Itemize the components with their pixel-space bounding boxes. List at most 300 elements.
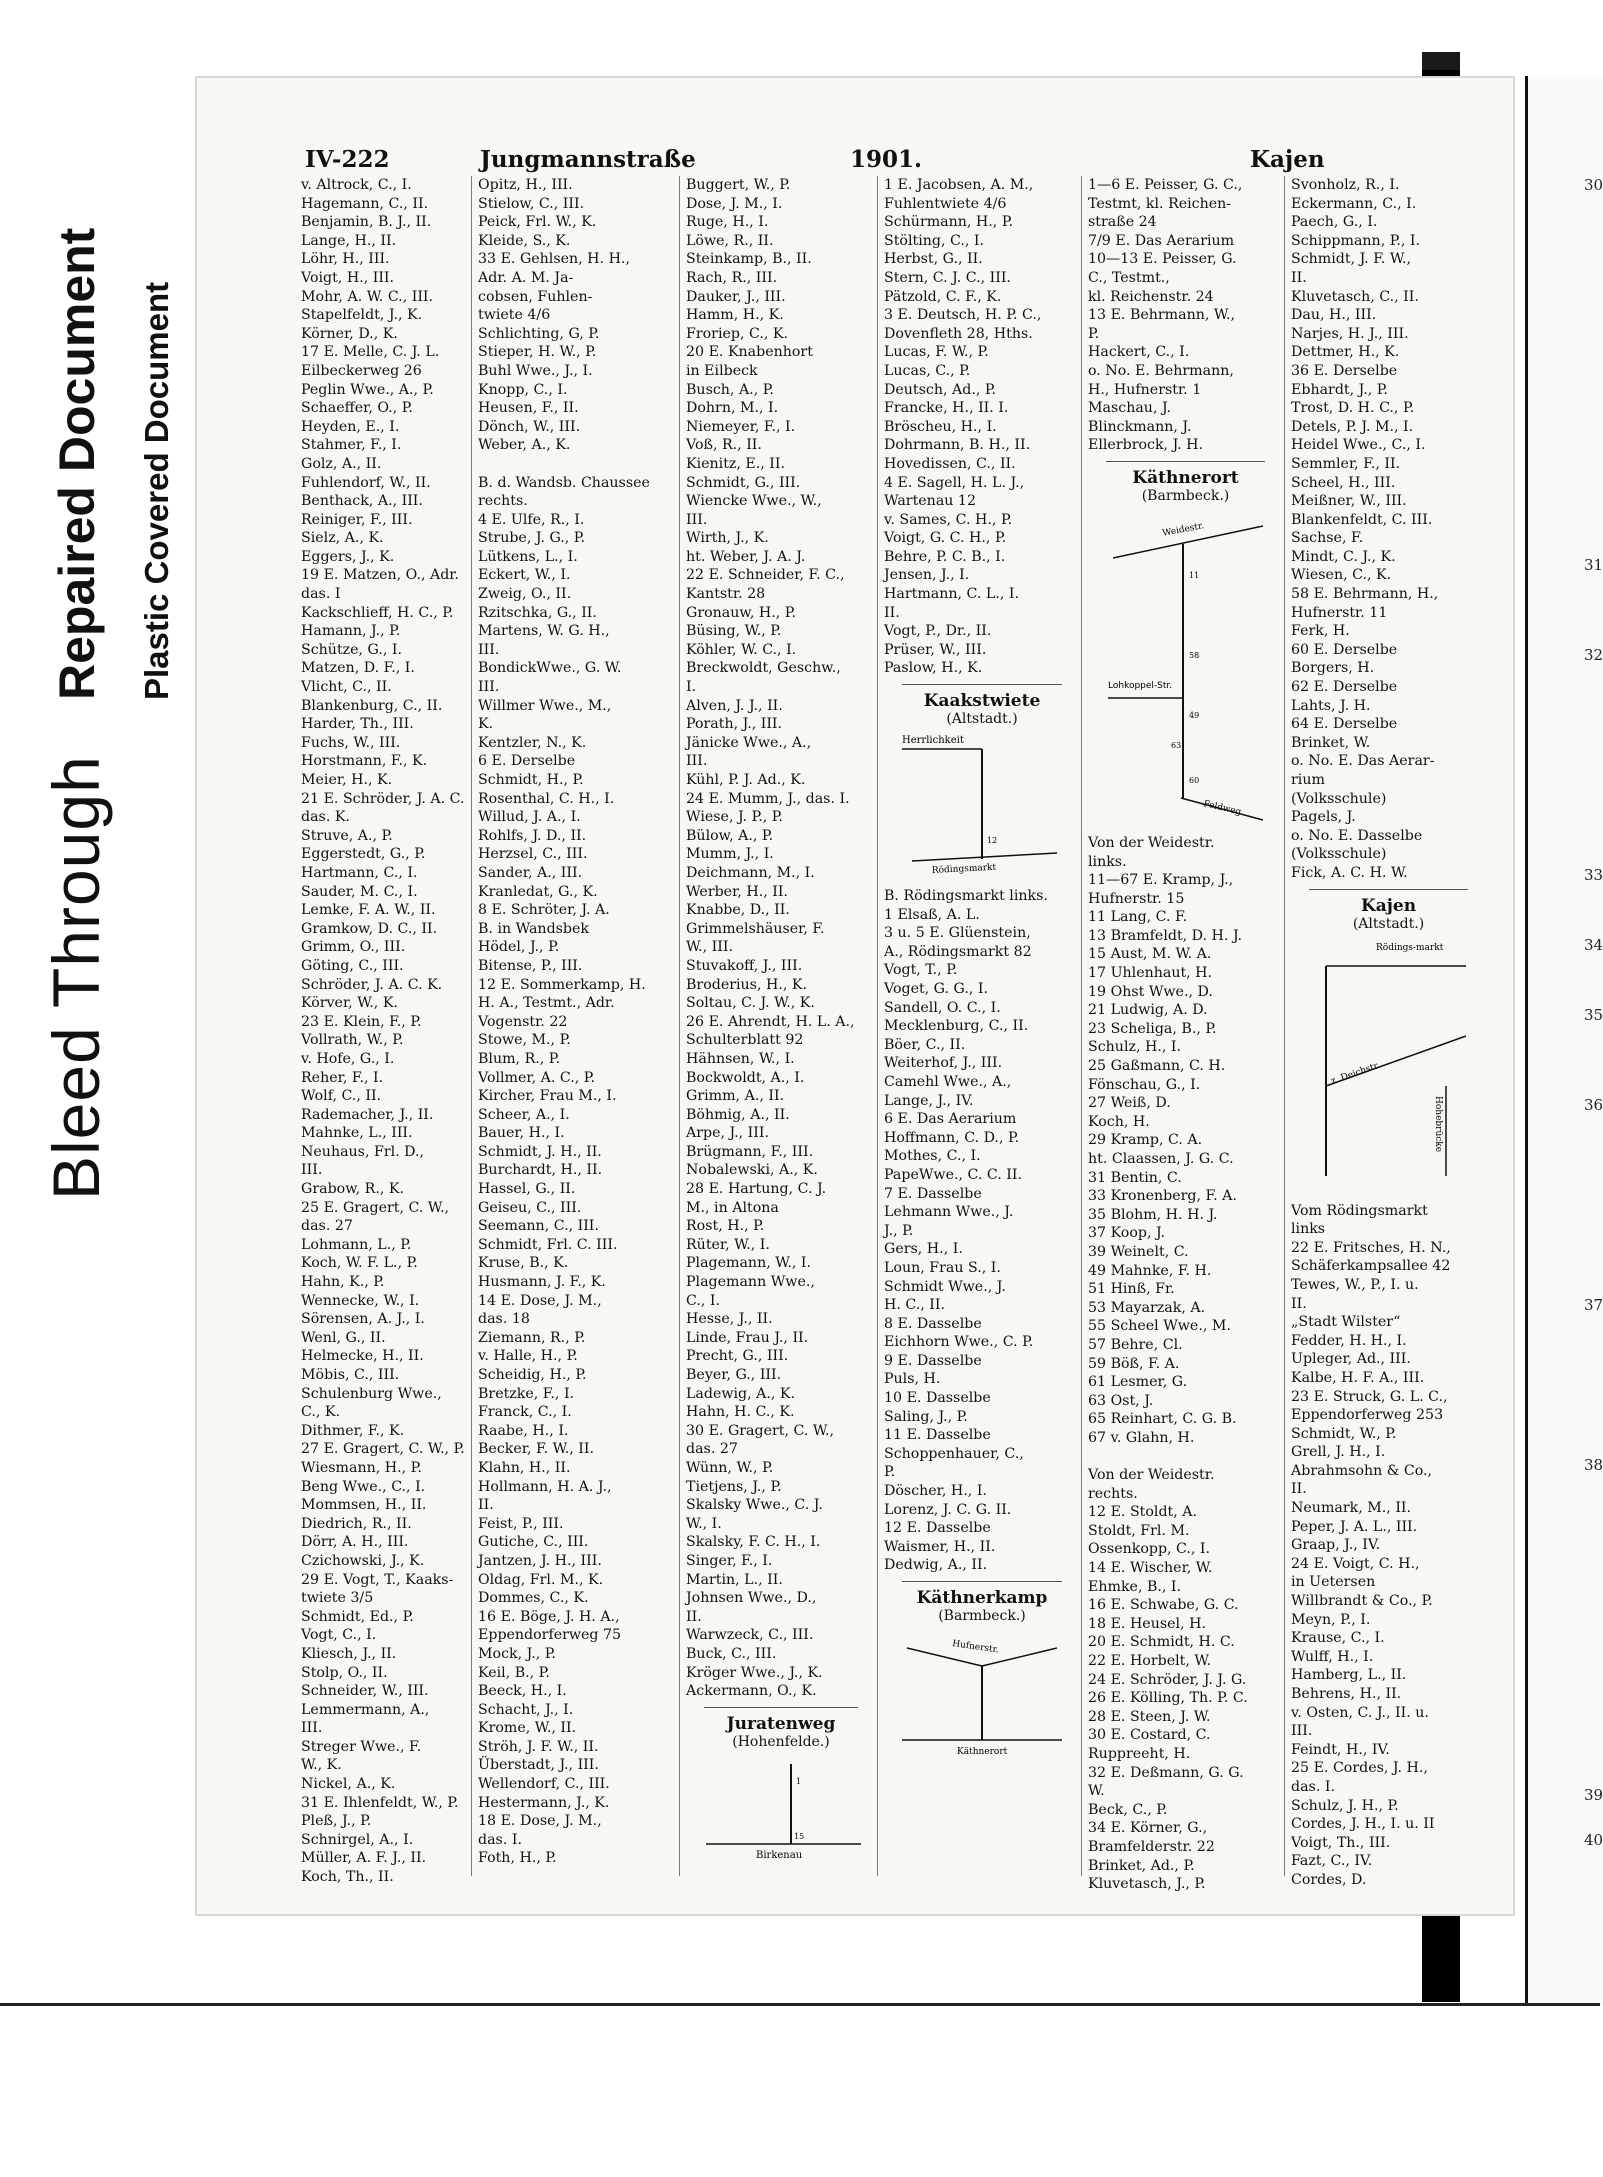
- kaethnerort-street-map: [1093, 508, 1278, 828]
- directory-entry: das. I: [301, 586, 341, 603]
- directory-entry: 32 E. Deßmann, G. G.: [1088, 1764, 1244, 1781]
- directory-entry: Wartenau 12: [884, 493, 976, 510]
- directory-entry: Golz, A., II.: [301, 455, 382, 472]
- page-header: [305, 146, 1435, 180]
- directory-entry: 9 E. Dasselbe: [884, 1352, 982, 1369]
- directory-entry: 12 E. Dasselbe: [884, 1520, 991, 1537]
- directory-entry: 24 E. Voigt, C. H.,: [1291, 1555, 1420, 1572]
- directory-entry: in Uetersen: [1291, 1574, 1376, 1591]
- directory-entry: Soltau, C. J. W., K.: [686, 995, 815, 1012]
- directory-entry: Bockwoldt, A., I.: [686, 1069, 805, 1086]
- directory-entry: Geiseu, C., III.: [478, 1199, 582, 1216]
- directory-entry: ht. Claassen, J. G. C.: [1088, 1151, 1234, 1167]
- directory-entry: Blankenburg, C., II.: [301, 697, 443, 714]
- directory-entry: 61 Lesmer, G.: [1088, 1374, 1188, 1391]
- directory-entry: Voß, R., II.: [686, 437, 762, 454]
- directory-entry: Vogt, P., Dr., II.: [884, 623, 992, 640]
- directory-entry: 18 E. Heusel, H.: [1088, 1615, 1206, 1632]
- directory-entry: Mothes, C., I.: [884, 1148, 981, 1165]
- svg-text:63: 63: [1171, 740, 1182, 750]
- juratenweg-street-map: [696, 1754, 866, 1864]
- directory-entry: Schlichting, G, P.: [478, 325, 600, 342]
- directory-entry: Grabow, R., K.: [301, 1181, 404, 1198]
- directory-entry: Fedder, H. H., I.: [1291, 1332, 1407, 1349]
- directory-entry: Fick, A. C. H. W.: [1291, 864, 1408, 881]
- directory-entry: Niemeyer, F., I.: [686, 418, 796, 435]
- directory-entry: Peick, Frl. W., K.: [478, 214, 597, 231]
- directory-entry: Willmer Wwe., M.,: [478, 697, 612, 714]
- directory-entry: II.: [1291, 269, 1307, 286]
- map-label-birkenau: Birkenau: [756, 1849, 803, 1861]
- directory-entry: Wirth, J., K.: [686, 530, 769, 547]
- map-label-kaethnerort: Käthnerort: [957, 1747, 1008, 1757]
- directory-entry: Franck, C., I.: [478, 1404, 572, 1421]
- directory-entry: Krause, C., I.: [1291, 1630, 1385, 1647]
- directory-entry: Alven, J. J., II.: [686, 697, 783, 714]
- directory-entry: Hartmann, C., I.: [301, 864, 418, 881]
- directory-entry: Kluvetasch, J., P.: [1088, 1876, 1206, 1893]
- directory-entry: 24 E. Schröder, J. J. G.: [1088, 1671, 1247, 1688]
- directory-entry: Ellerbrock, J. H.: [1088, 437, 1204, 454]
- directory-entry: Stern, C. J. C., III.: [884, 269, 1011, 286]
- directory-entry: Hahn, K., P.: [301, 1274, 385, 1291]
- directory-entry: Wulff, H., I.: [1291, 1648, 1374, 1665]
- directory-entry: Kleide, S., K.: [478, 232, 571, 249]
- directory-entry: Schulenburg Wwe.,: [301, 1385, 442, 1402]
- directory-entry: Dörr, A. H., III.: [301, 1534, 409, 1551]
- directory-entry: Schulz, J. H., P.: [1291, 1797, 1399, 1814]
- svg-text:1: 1: [796, 1776, 802, 1786]
- directory-entry: Dettmer, H., K.: [1291, 344, 1400, 361]
- directory-entry: III.: [301, 1162, 323, 1179]
- directory-entry: 3 u. 5 E. Glüenstein,: [884, 925, 1031, 942]
- directory-entry: Pleß, J., P.: [301, 1813, 372, 1830]
- directory-entry: Möbis, C., III.: [301, 1367, 400, 1383]
- directory-entry: Mecklenburg, C., II.: [884, 1018, 1029, 1035]
- directory-entry: Eggers, J., K.: [301, 548, 395, 565]
- directory-entry: 17 E. Melle, C. J. L.: [301, 344, 440, 361]
- directory-entry: Brinket, Ad., P.: [1088, 1857, 1195, 1874]
- directory-entry: Grell, J. H., I.: [1291, 1444, 1386, 1461]
- directory-entry: W., K.: [301, 1757, 342, 1774]
- directory-entry: Vogt, T., P.: [884, 962, 958, 979]
- directory-entry: Streger Wwe., F.: [301, 1738, 422, 1755]
- directory-entry: Löwe, R., II.: [686, 232, 774, 249]
- directory-entry: Cordes, D.: [1291, 1871, 1367, 1888]
- directory-entry: 53 Mayarzak, A.: [1088, 1299, 1206, 1316]
- directory-entry: Hartmann, C. L., I.: [884, 586, 1019, 603]
- directory-entry: Sander, A., III.: [478, 864, 583, 881]
- directory-entry: Mahnke, L., III.: [301, 1125, 413, 1142]
- directory-entry: Harder, Th., III.: [301, 716, 414, 733]
- directory-entry: v. Halle, H., P.: [478, 1348, 578, 1365]
- directory-entry: Hackert, C., I.: [1088, 344, 1190, 361]
- directory-entry: Bröscheu, H., I.: [884, 418, 997, 435]
- directory-entry: 16 E. Böge, J. H. A.,: [478, 1608, 620, 1625]
- directory-entry: Jänicke Wwe., A.,: [686, 734, 812, 751]
- directory-entry: Plagemann Wwe.,: [686, 1274, 815, 1291]
- directory-entry: Hufnerstr. 15: [1088, 890, 1185, 907]
- scan-edge-line: [0, 2003, 1600, 2006]
- directory-entry: Koch, Th., II.: [301, 1869, 394, 1886]
- directory-entry: Waismer, H., II.: [884, 1538, 996, 1555]
- directory-entry: Kliesch, J., II.: [301, 1645, 397, 1662]
- map-label-lohkoppel: Lohkoppel-Str.: [1108, 680, 1173, 691]
- directory-entry: Czichowski, J., K.: [301, 1552, 425, 1569]
- directory-entry: Schmidt, W., P.: [1291, 1425, 1397, 1442]
- section-title-kaakstwiete: Kaakstwiete: [923, 691, 1041, 712]
- directory-entry: 26 E. Kölling, Th. P. C.: [1088, 1690, 1248, 1707]
- section-title-kaethnerort: Käthnerort: [1132, 467, 1239, 488]
- section-sub-juratenweg: (Hohenfelde.): [732, 1733, 830, 1750]
- column-1: [301, 176, 466, 1886]
- directory-entry: Gramkow, D. C., II.: [301, 920, 438, 937]
- directory-entry: Meier, H., K.: [301, 772, 393, 788]
- directory-entry: 60 E. Derselbe: [1291, 641, 1398, 658]
- directory-entry: Brinket, W.: [1291, 734, 1371, 751]
- directory-entry: C., I.: [686, 1292, 720, 1309]
- directory-entry: das. 27: [301, 1218, 353, 1235]
- directory-entry: 10 E. Dasselbe: [884, 1390, 991, 1407]
- directory-entry: v. Altrock, C., I.: [301, 177, 412, 193]
- directory-entry: 1—6 E. Peisser, G. C.,: [1088, 177, 1243, 193]
- directory-entry: 19 Ohst Wwe., D.: [1088, 983, 1213, 1000]
- directory-entry: 59 Böß, F. A.: [1088, 1355, 1180, 1372]
- directory-entry: Semmler, F., II.: [1291, 455, 1401, 472]
- directory-entry: Wünn, W., P.: [686, 1459, 774, 1476]
- directory-entry: Schmidt, G., III.: [686, 474, 801, 491]
- directory-entry: 25 E. Gragert, C. W.,: [301, 1199, 449, 1216]
- directory-entry: Singer, F., I.: [686, 1552, 773, 1569]
- directory-entry: Burchardt, H., II.: [478, 1162, 603, 1179]
- directory-entry: Rüter, W., I.: [686, 1236, 770, 1253]
- directory-entry: Kentzler, N., K.: [478, 734, 587, 751]
- directory-entry: Von der Weidestr.: [1088, 1467, 1215, 1484]
- directory-entry: Voigt, H., III.: [301, 269, 395, 286]
- directory-entry: 30 E. Costard, C.: [1088, 1727, 1211, 1744]
- directory-entry: Von der Weidestr.: [1088, 834, 1215, 851]
- directory-entry: Hollmann, H. A. J.,: [478, 1478, 612, 1495]
- directory-entry: Hamberg, L., II.: [1291, 1667, 1407, 1684]
- directory-entry: Wiese, J. P., P.: [686, 809, 783, 826]
- directory-entry: Scheer, A., I.: [478, 1106, 570, 1123]
- directory-entry: C., K.: [301, 1404, 340, 1421]
- directory-entry: Zweig, O., II.: [478, 586, 572, 603]
- directory-entry: 16 E. Schwabe, G. C.: [1088, 1597, 1239, 1614]
- directory-entry: Eppendorferweg 75: [478, 1627, 622, 1644]
- directory-entry: Schröder, J. A. C. K.: [301, 976, 443, 993]
- directory-entry: Lucas, F. W., P.: [884, 344, 989, 361]
- directory-entry: Koch, W. F. L., P.: [301, 1255, 418, 1272]
- directory-entry: Schulz, H., I.: [1088, 1039, 1181, 1056]
- directory-entry: 1 Elsaß, A. L.: [884, 906, 980, 923]
- directory-entry: Skalsky, F. C. H., I.: [686, 1534, 821, 1551]
- directory-entry: 28 E. Steen, J. W.: [1088, 1708, 1211, 1725]
- directory-entry: Seemann, C., III.: [478, 1218, 599, 1235]
- directory-entry: III.: [478, 679, 500, 696]
- directory-entry: 25 Gaßmann, C. H.: [1088, 1058, 1226, 1075]
- directory-entry: 55 Scheel Wwe., M.: [1088, 1318, 1231, 1335]
- directory-entry: Willbrandt & Co., P.: [1291, 1593, 1433, 1610]
- directory-entry: 17 Uhlenhaut, H.: [1088, 965, 1213, 982]
- directory-entry: P.: [1088, 325, 1100, 342]
- directory-entry: Schmidt Wwe., J.: [884, 1278, 1006, 1295]
- directory-entry: Pätzold, C. F., K.: [884, 288, 1002, 305]
- directory-entry: Mommsen, H., II.: [301, 1497, 427, 1514]
- directory-entry: Eckert, W., I.: [478, 567, 571, 584]
- directory-entry: 20 E. Schmidt, H. C.: [1088, 1634, 1235, 1651]
- directory-entry: Köhler, W. C., I.: [686, 641, 797, 658]
- directory-entry: Knabbe, D., II.: [686, 902, 790, 919]
- directory-entry: Sielz, A., K.: [301, 530, 384, 547]
- directory-entry: Körver, W., K.: [301, 995, 398, 1012]
- directory-entry: BondickWwe., G. W.: [478, 660, 622, 677]
- directory-entry: Schaeffer, O., P.: [301, 400, 413, 417]
- directory-entry: Kröger Wwe., J., K.: [686, 1664, 823, 1681]
- directory-entry: Stowe, M., P.: [478, 1032, 571, 1049]
- directory-entry: Deutsch, Ad., P.: [884, 381, 997, 398]
- directory-entry: 33 Kronenberg, F. A.: [1088, 1188, 1237, 1205]
- directory-entry: Hamm, H., K.: [686, 307, 784, 324]
- directory-entry: „Stadt Wilster“: [1291, 1314, 1401, 1331]
- directory-entry: Schneider, W., III.: [301, 1683, 429, 1700]
- directory-entry: 24 E. Mumm, J., das. I.: [686, 790, 850, 807]
- year-heading: 1901.: [850, 146, 923, 173]
- directory-entry: 34 E. Körner, G.,: [1088, 1820, 1208, 1837]
- directory-entry: 13 E. Behrmann, W.,: [1088, 307, 1236, 324]
- directory-entry: 10—13 E. Peisser, G.: [1088, 251, 1237, 268]
- directory-entry: Behre, P. C. B., I.: [884, 548, 1006, 565]
- directory-entry: Ackermann, O., K.: [686, 1683, 817, 1700]
- directory-entry: Benthack, A., III.: [301, 493, 423, 510]
- directory-entry: 63 Ost, J.: [1088, 1392, 1154, 1409]
- directory-entry: 14 E. Wischer, W.: [1088, 1560, 1213, 1577]
- directory-entry: II.: [1291, 1481, 1307, 1498]
- directory-entry: Stahmer, F., I.: [301, 437, 402, 454]
- directory-entry: Bramfelderstr. 22: [1088, 1838, 1215, 1855]
- directory-entry: Stolp, O., II.: [301, 1664, 388, 1681]
- directory-entry: Hagemann, C., II.: [301, 195, 429, 212]
- directory-entry: P.: [884, 1464, 896, 1481]
- directory-entry: 4 E. Ulfe, R., I.: [478, 511, 585, 528]
- directory-entry: Paslow, H., K.: [884, 660, 983, 677]
- directory-entry: Broderius, H., K.: [686, 976, 807, 993]
- directory-entry: Meißner, W., III.: [1291, 493, 1407, 510]
- directory-entry: Böhmig, A., II.: [686, 1106, 790, 1123]
- directory-entry: Wennecke, W., I.: [301, 1292, 420, 1309]
- directory-entry: (Volksschule): [1291, 846, 1387, 863]
- directory-entry: Stölting, C., I.: [884, 232, 984, 249]
- directory-entry: Stapelfeldt, J., K.: [301, 307, 423, 324]
- directory-entry: 27 E. Gragert, C. W., P.: [301, 1441, 465, 1458]
- directory-entry: Oldag, Frl. M., K.: [478, 1571, 604, 1588]
- directory-entry: Stuvakoff, J., III.: [686, 957, 803, 974]
- column-4: [877, 176, 1080, 1876]
- directory-entry: Beng Wwe., C., I.: [301, 1478, 426, 1495]
- directory-entry: Borgers, H.: [1291, 660, 1375, 677]
- directory-entry: Wiesen, C., K.: [1291, 567, 1392, 584]
- directory-entry: Camehl Wwe., A.,: [884, 1073, 1012, 1090]
- directory-entry: Schütze, G., I.: [301, 641, 403, 658]
- map-label-hohebruecke: Hohebrücke: [1433, 1095, 1443, 1152]
- map-label-deichstr: z. Deichstr.: [1329, 1060, 1382, 1087]
- directory-entry: Kackschlieff, H. C., P.: [301, 604, 454, 621]
- directory-entry: Rach, R., III.: [686, 269, 778, 286]
- directory-entry: 65 Reinhart, C. G. B.: [1088, 1411, 1237, 1428]
- directory-entry: Hassel, G., II.: [478, 1181, 576, 1198]
- directory-entry: Loun, Frau S., I.: [884, 1259, 1001, 1276]
- directory-entry: Wenl, G., II.: [301, 1329, 386, 1346]
- plastic-covered-document-label: Plastic Covered Document: [138, 281, 175, 700]
- directory-entry: Voigt, Th., III.: [1291, 1834, 1391, 1851]
- directory-entry: Mock, J., P.: [478, 1645, 556, 1662]
- directory-entry: Krome, W., II.: [478, 1720, 577, 1737]
- directory-entry: twiete 4/6: [478, 307, 551, 324]
- directory-entry: straße 24: [1088, 214, 1157, 231]
- directory-entry: Dönch, W., III.: [478, 418, 581, 435]
- directory-entry: Becker, F. W., II.: [478, 1441, 595, 1458]
- directory-entry: twiete 3/5: [301, 1590, 374, 1607]
- directory-entry: Hamann, J., P.: [301, 623, 401, 640]
- directory-entry: Kruse, B., K.: [478, 1255, 569, 1272]
- directory-page: [195, 76, 1515, 1916]
- kajen-street-map: [1296, 936, 1481, 1196]
- directory-entry: Dohrmann, B. H., II.: [884, 437, 1031, 454]
- directory-entry: das. I.: [478, 1831, 522, 1848]
- directory-entry: Koch, H.: [1088, 1113, 1150, 1130]
- svg-text:11: 11: [1189, 570, 1200, 580]
- directory-entry: Dohrn, M., I.: [686, 400, 779, 417]
- directory-entry: Testmt, kl. Reichen-: [1088, 195, 1232, 212]
- directory-entry: Pagels, J.: [1291, 809, 1356, 826]
- directory-entry: Fazt, C., IV.: [1291, 1853, 1373, 1870]
- directory-entry: Feist, P., III.: [478, 1515, 564, 1532]
- directory-entry: Hähnsen, W., I.: [686, 1050, 795, 1067]
- directory-entry: Hesse, J., II.: [686, 1311, 773, 1328]
- directory-entry: 12 E. Stoldt, A.: [1088, 1504, 1197, 1521]
- directory-entry: Skalsky Wwe., C. J.: [686, 1497, 823, 1514]
- directory-entry: A., Rödingsmarkt 82: [884, 943, 1032, 960]
- directory-entry: 58 E. Behrmann, H.,: [1291, 586, 1439, 603]
- directory-entry: rium: [1291, 772, 1325, 788]
- directory-entry: Arpe, J., III.: [686, 1125, 769, 1142]
- directory-entry: Lucas, C., P.: [884, 362, 971, 379]
- directory-entry: Mindt, C. J., K.: [1291, 548, 1396, 565]
- kaakstwiete-street-map: [892, 731, 1072, 881]
- directory-entry: Beck, C., P.: [1088, 1801, 1168, 1818]
- directory-entry: Neumark, M., II.: [1291, 1500, 1412, 1517]
- directory-entry: Voget, G. G., I.: [884, 981, 989, 997]
- directory-entry: ht. Weber, J. A. J.: [686, 548, 806, 565]
- directory-entry: Peglin Wwe., A., P.: [301, 381, 434, 398]
- directory-entry: 30 E. Gragert, C. W.,: [686, 1422, 834, 1439]
- directory-entry: Fönschau, G., I.: [1088, 1076, 1201, 1093]
- directory-entry: W., III.: [686, 939, 733, 956]
- column-5: [1081, 176, 1283, 1893]
- directory-entry: Stoldt, Frl. M.: [1088, 1522, 1190, 1539]
- directory-entry: Reher, F., I.: [301, 1069, 384, 1086]
- directory-entry: Martin, L., II.: [686, 1571, 783, 1588]
- directory-entry: 22 E. Schneider, F. C.,: [686, 567, 845, 584]
- directory-entry: Stieper, H. W., P.: [478, 344, 597, 361]
- section-sub-kaethnerkamp: (Barmbeck.): [938, 1608, 1026, 1624]
- directory-entry: Schmidt, J. H., II.: [478, 1143, 602, 1160]
- directory-entry: Dauker, J., III.: [686, 288, 786, 305]
- directory-entry: Saling, J., P.: [884, 1408, 968, 1425]
- directory-entry: Lohmann, L., P.: [301, 1236, 412, 1253]
- svg-text:12: 12: [987, 836, 998, 846]
- directory-entry: Abrahmsohn & Co.,: [1291, 1462, 1433, 1479]
- directory-entry: Svonholz, R., I.: [1291, 177, 1400, 193]
- directory-entry: Kluvetasch, C., II.: [1291, 288, 1419, 305]
- directory-entry: Göting, C., III.: [301, 957, 404, 974]
- directory-entry: v. Hofe, G., I.: [301, 1050, 395, 1067]
- directory-entry: M., in Altona: [686, 1199, 779, 1216]
- map-label-roedingsmarkt-kajen: Rödings-markt: [1376, 942, 1444, 953]
- directory-entry: Überstadt, J., III.: [478, 1757, 599, 1774]
- directory-entry: Schürmann, H., P.: [884, 214, 1014, 231]
- directory-entry: Vom Rödingsmarkt: [1291, 1202, 1428, 1219]
- directory-entry: Sauder, M. C., I.: [301, 883, 418, 900]
- directory-entry: Hödel, J., P.: [478, 939, 560, 956]
- directory-entry: III.: [478, 641, 500, 658]
- column-3: [679, 176, 876, 1876]
- directory-entry: Bauer, H., I.: [478, 1125, 565, 1142]
- directory-entry: das. K.: [301, 809, 350, 826]
- directory-entry: Neuhaus, Frl. D.,: [301, 1143, 425, 1160]
- directory-entry: 23 Scheliga, B., P.: [1088, 1020, 1217, 1037]
- repaired-document-label: Repaired Document: [49, 227, 105, 700]
- kaethnerkamp-street-map: [892, 1628, 1072, 1758]
- directory-entry: Vogt, C., I.: [301, 1627, 377, 1644]
- directory-entry: Grimm, A., II.: [686, 1088, 785, 1105]
- directory-entry: Mumm, J., I.: [686, 846, 774, 863]
- directory-entry: Gers, H., I.: [884, 1241, 963, 1258]
- directory-entry: Schäferkampsallee 42: [1291, 1258, 1451, 1275]
- directory-entry: 15 Aust, M. W. A.: [1088, 946, 1212, 963]
- directory-entry: Stielow, C., III.: [478, 195, 585, 212]
- directory-entry: Breckwoldt, Geschw.,: [686, 660, 841, 677]
- directory-entry: Klahn, H., II.: [478, 1459, 571, 1476]
- directory-entry: Fuchs, W., III.: [301, 734, 401, 751]
- directory-entry: in Eilbeck: [686, 362, 758, 379]
- directory-entry: Wiencke Wwe., W.,: [686, 493, 822, 510]
- directory-entry: H. C., II.: [884, 1297, 945, 1314]
- directory-entry: 21 Ludwig, A. D.: [1088, 1002, 1208, 1019]
- directory-entry: Dau, H., III.: [1291, 307, 1377, 324]
- directory-entry: das. 18: [478, 1311, 530, 1328]
- directory-entry: Schnirgel, A., I.: [301, 1831, 414, 1848]
- directory-entry: Peper, J. A. L., III.: [1291, 1518, 1418, 1535]
- directory-entry: Blum, R., P.: [478, 1050, 560, 1067]
- directory-entry: Blinckmann, J.: [1088, 418, 1192, 435]
- directory-entry: II.: [1291, 1295, 1307, 1312]
- directory-entry: Porath, J., III.: [686, 716, 783, 733]
- directory-entry: 4 E. Sagell, H. L. J.,: [884, 474, 1025, 491]
- directory-entry: 18 E. Dose, J. M.,: [478, 1813, 602, 1830]
- directory-entry: Schulterblatt 92: [686, 1032, 804, 1049]
- directory-entry: 67 v. Glahn, H.: [1088, 1429, 1195, 1446]
- directory-entry: Sachse, F.: [1291, 530, 1364, 547]
- directory-entry: Dithmer, F., K.: [301, 1422, 405, 1439]
- directory-entry: Raabe, H., I.: [478, 1422, 569, 1439]
- directory-entry: Scheidig, H., P.: [478, 1367, 587, 1383]
- directory-entry: 21 E. Schröder, J. A. C.: [301, 790, 465, 807]
- directory-entry: Gronauw, H., P.: [686, 604, 796, 621]
- directory-entry: Tewes, W., P., I. u.: [1291, 1276, 1419, 1293]
- directory-entry: H., Hufnerstr. 1: [1088, 381, 1202, 398]
- directory-entry: Bretzke, F., I.: [478, 1385, 575, 1402]
